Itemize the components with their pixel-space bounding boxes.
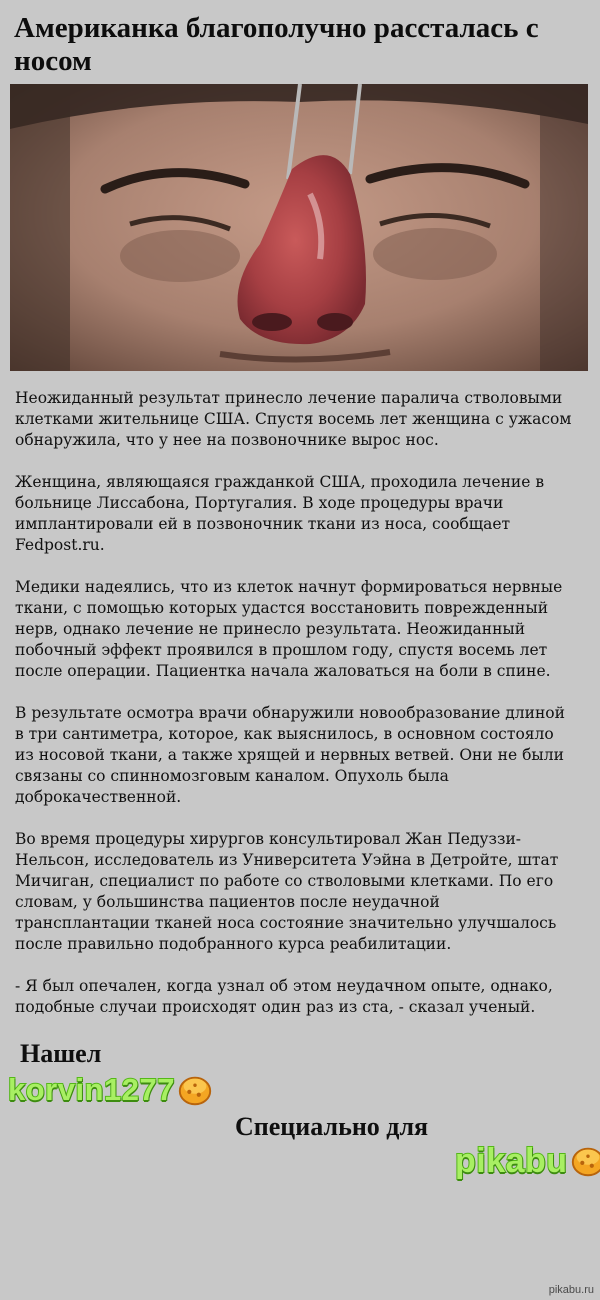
article-title: Американка благополучно рассталась с носом (14, 12, 539, 77)
pikabu-logo-text: pikabu (455, 1142, 568, 1180)
special-for-label: Специально для (235, 1112, 429, 1141)
article-paragraph: Во время процедуры хирургов консультировал Жан Педуззи-Нельсон, исследователь из Университета Уэйна в Детройте, штат Мичиган, специалист по работе со стволовыми клетками. По его словам, у большинства пациентов после неудачной трансплантации тканей носа состояние значительно улучшалось после правильно подобранного курса реабилитации. (15, 830, 559, 953)
cookie-icon (176, 1071, 214, 1109)
article-paragraph: В результате осмотра врачи обнаружили новообразование длиной в три сантиметра, которое, как выяснилось, в основном состояло из носовой ткани, а также хрящей и нервных ветвей. Они не были связаны со спинномозговым каналом. Опухоль была доброкачественной. (15, 704, 565, 806)
face-photo-illustration (10, 84, 588, 371)
article-paragraph: Женщина, являющаяся гражданкой США, проходила лечение в больнице Лиссабона, Португалия. В ходе процедуры врачи имплантировали ей в позвоночник ткани из носа, сообщает Fedpost.ru. (15, 473, 545, 554)
pikabu-logo (455, 1142, 600, 1180)
pikabu-watermark: pikabu.ru (548, 1284, 594, 1296)
article-photo (10, 84, 588, 371)
article-body (15, 388, 575, 1039)
article-paragraph: Медики надеялись, что из клеток начнут формироваться нервные ткани, с помощью которых удастся восстановить поврежденный нерв, однако лечение не принесло результата. Неожиданный побочный эффект проявился в прошлом году, спустя восемь лет после операции. Пациентка начала жаловаться на боли в спине. (15, 578, 563, 680)
author-badge (8, 1071, 214, 1109)
found-label: Нашел (20, 1039, 102, 1068)
article-paragraph: Неожиданный результат принесло лечение паралича стволовыми клетками жительнице США. Спустя восемь лет женщина с ужасом обнаружила, что у нее на позвоночнике вырос нос. (15, 389, 572, 449)
cookie-icon (569, 1142, 600, 1180)
article-paragraph: - Я был опечален, когда узнал об этом неудачном опыте, однако, подобные случаи происходят один раз из ста, - сказал ученый. (15, 977, 553, 1016)
author-name: korvin1277 (8, 1072, 175, 1107)
